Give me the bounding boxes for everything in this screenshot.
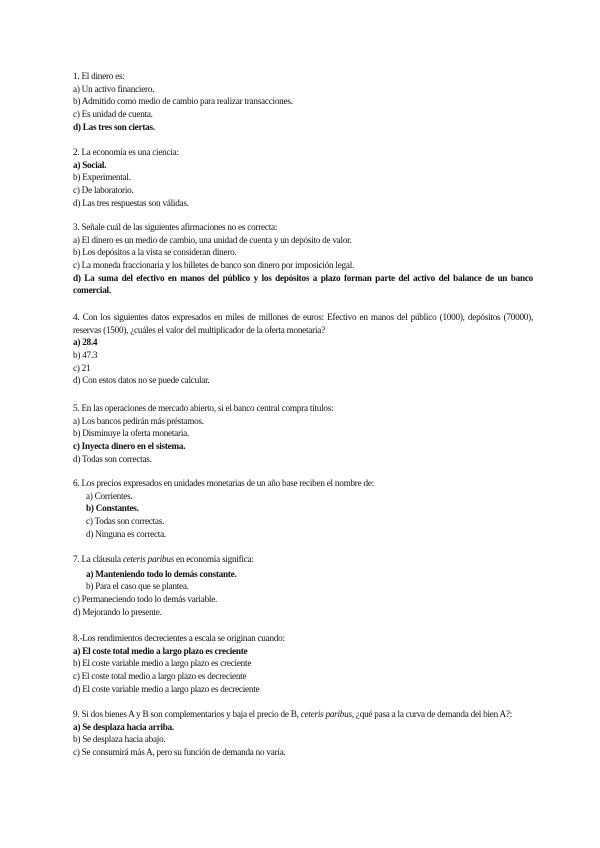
question-7 [73, 553, 533, 618]
option-b: b) Los depósitos a la vista se consideran dinero. [73, 247, 237, 258]
question-stem: 3. Señale cuál de las siguientes afirmaciones no es correcta: [73, 222, 278, 232]
option-b: b) Se desplaza hacia abajo. [73, 734, 166, 745]
option-d: d) Con estos datos no se puede calcular. [73, 375, 210, 386]
option-c: c) Es unidad de cuenta. [73, 109, 153, 120]
option-b: b) El coste variable medio a largo plazo es creciente [73, 658, 252, 669]
question-stem: 4. Con los siguientes datos expresados en miles de millones de euros: Efectivo en manos del público (1000), depósitos (70000), reservas (1500), ¿cuáles el valor del multiplicador de la oferta monetaria? [73, 312, 533, 335]
option-c: c) 21 [73, 362, 91, 373]
question-stem: 8.-Los rendimientos decrecientes a escala se originan cuando: [73, 633, 285, 643]
stem-text: 7. La cláusula [73, 554, 123, 564]
option-a: a) Los bancos pedirán más préstamos. [73, 415, 204, 426]
question-stem: 5. En las operaciones de mercado abierto, si el banco central compra títulos: [73, 403, 334, 413]
question-stem [73, 553, 533, 566]
option-b: b) Para el caso que se plantea. [86, 581, 189, 592]
option-b: b) Disminuye la oferta monetaria. [73, 428, 189, 439]
question-8 [73, 632, 533, 695]
option-d: d) Mejorando lo presente. [73, 606, 162, 617]
option-d-correct: d) Las tres son ciertas. [73, 121, 155, 132]
option-c: c) Permaneciendo todo lo demás variable. [73, 594, 218, 605]
option-c: c) Se consumirá más A, pero su función de demanda no varía. [73, 747, 286, 758]
question-5 [73, 402, 533, 465]
stem-italic: ceteris paribus, [300, 709, 354, 719]
option-d: d) El coste variable medio a largo plazo es decreciente [73, 683, 260, 694]
option-d: d) Las tres respuestas son válidas. [73, 197, 189, 208]
question-stem [73, 708, 533, 721]
question-1 [73, 70, 533, 133]
question-stem: 1. El dinero es: [73, 71, 125, 81]
option-a: a) Corrientes. [86, 490, 133, 501]
option-b: b) Admitido como medio de cambio para realizar transacciones. [73, 96, 293, 107]
option-d: d) Todas son correctas. [73, 453, 152, 464]
option-a-correct: a) 28.4 [73, 337, 98, 348]
question-9 [73, 708, 533, 759]
option-c: c) Todas son correctas. [86, 516, 165, 527]
option-c: c) La moneda fraccionaria y los billetes de banco son dinero por imposición legal. [73, 260, 355, 271]
stem-italic: ceteris paribus [122, 554, 174, 564]
option-b: b) Experimental. [73, 172, 131, 183]
question-6 [73, 477, 533, 540]
question-stem: 2. La economía es una ciencia: [73, 147, 179, 157]
option-c-correct: c) Inyecta dinero en el sistema. [73, 441, 186, 452]
option-a: a) Un activo financiero. [73, 83, 155, 94]
option-d-correct: d) La suma del efectivo en manos del público y los depósitos a plazo forman parte del activo del balance de un banco comercial. [73, 272, 533, 296]
option-c: c) El coste total medio a largo plazo es decreciente [73, 671, 247, 682]
option-d: d) Ninguna es correcta. [86, 528, 166, 539]
stem-text-end: en economía significa: [173, 554, 254, 564]
question-stem: 6. Los precios expresados en unidades monetarias de un año base reciben el nombre de: [73, 478, 374, 488]
question-4 [73, 311, 533, 387]
option-a: a) El dinero es un medio de cambio, una unidad de cuenta y un depósito de valor. [73, 234, 352, 245]
question-3 [73, 221, 533, 297]
option-a-correct: a) Se desplaza hacia arriba. [73, 721, 174, 732]
option-a-correct: a) El coste total medio a largo plazo es creciente [73, 645, 248, 656]
option-c: c) De laboratorio. [73, 185, 134, 196]
option-a-correct: a) Manteniendo todo lo demás constante. [86, 568, 237, 579]
option-b: b) 47.3 [73, 350, 98, 361]
option-a-correct: a) Social. [73, 159, 107, 170]
stem-text: 9. Si dos bienes A y B son complementarios y baja el precio de B, [73, 709, 301, 719]
stem-text-end: ¿qué pasa a la curva de demanda del bien A?: [353, 709, 513, 719]
question-2 [73, 146, 533, 209]
option-b-correct: b) Constantes. [86, 503, 139, 514]
